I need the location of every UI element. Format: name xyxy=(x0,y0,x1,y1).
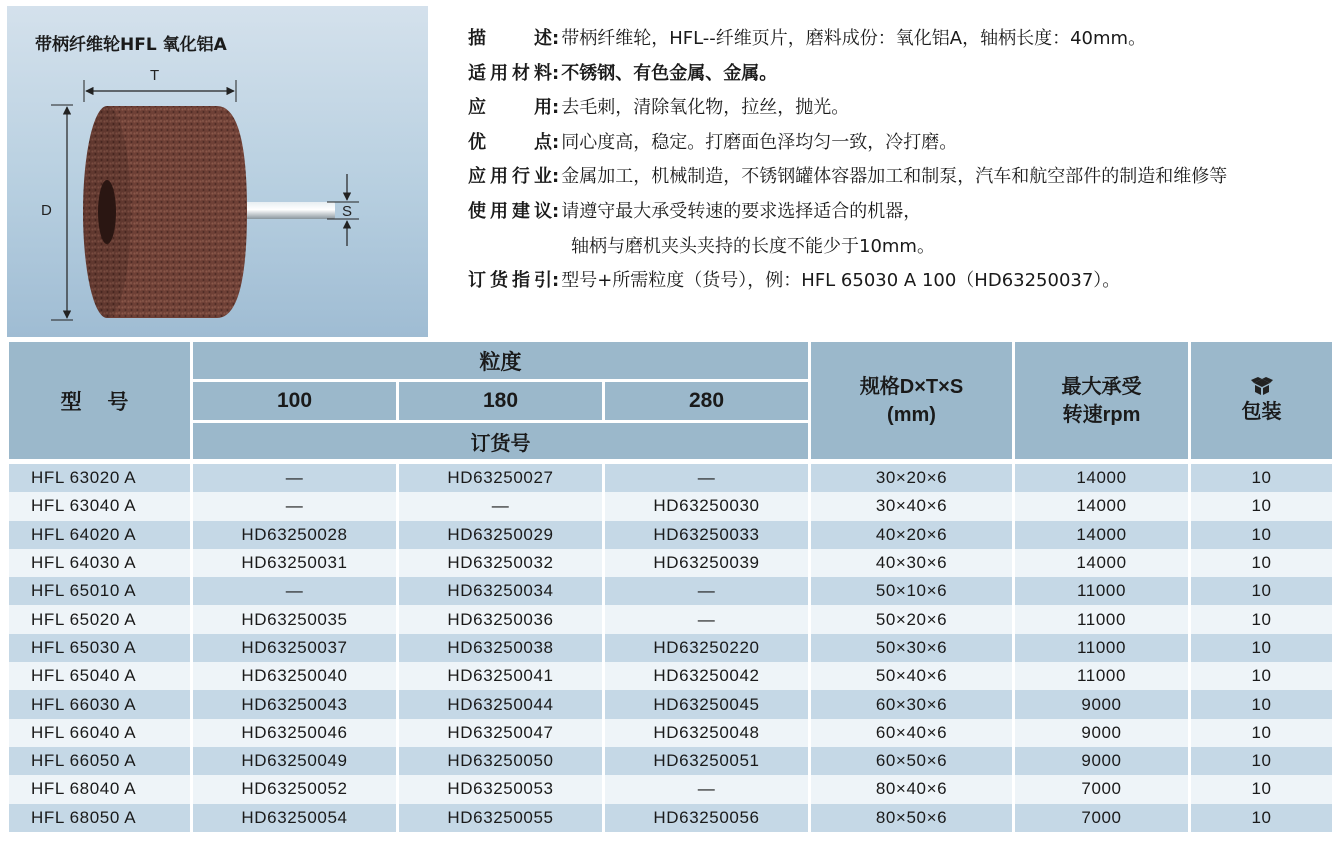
order-no-180-cell: HD63250044 xyxy=(399,690,602,718)
pack-cell: 10 xyxy=(1191,492,1332,520)
flap-wheel-drawing xyxy=(7,6,428,337)
order-no-100-cell: HD63250037 xyxy=(193,634,396,662)
model-cell: HFL 65030 A xyxy=(9,634,190,662)
order-no-180-cell: HD63250050 xyxy=(399,747,602,775)
order-no-100-cell: — xyxy=(193,464,396,492)
header-rpm-line2: 转速rpm xyxy=(1062,403,1141,426)
spec-cell: 50×40×6 xyxy=(811,662,1012,690)
rpm-cell: 9000 xyxy=(1015,690,1188,718)
order-no-180-cell: HD63250036 xyxy=(399,605,602,633)
wheel-shaft xyxy=(235,202,335,219)
spec-cell: 50×10×6 xyxy=(811,577,1012,605)
order-no-100-cell: — xyxy=(193,577,396,605)
header-model: 型 号 xyxy=(9,342,190,459)
order-no-180-cell: HD63250032 xyxy=(399,549,602,577)
table-row xyxy=(9,577,1332,605)
model-cell: HFL 66040 A xyxy=(9,719,190,747)
order-no-180-cell: HD63250034 xyxy=(399,577,602,605)
spec-cell: 80×40×6 xyxy=(811,775,1012,803)
order-no-180-cell: HD63250041 xyxy=(399,662,602,690)
pack-cell: 10 xyxy=(1191,747,1332,775)
spec-cell: 60×30×6 xyxy=(811,690,1012,718)
pack-cell: 10 xyxy=(1191,804,1332,832)
header-order-no: 订货号 xyxy=(193,423,808,459)
table-row xyxy=(9,775,1332,803)
order-no-280-cell: HD63250033 xyxy=(605,521,808,549)
rpm-cell: 11000 xyxy=(1015,634,1188,662)
wheel-hole xyxy=(98,180,116,244)
model-cell: HFL 68050 A xyxy=(9,804,190,832)
pack-cell: 10 xyxy=(1191,634,1332,662)
product-title: 带柄纤维轮HFL 氧化铝A xyxy=(35,35,227,55)
desc-row-description: 描述: 带柄纤维轮，HFL--纤维页片，磨料成份：氧化铝A，轴柄长度：40mm。 xyxy=(468,22,1338,57)
desc-value: 去毛刺，清除氧化物，拉丝，抛光。 xyxy=(561,97,850,119)
rpm-cell: 14000 xyxy=(1015,492,1188,520)
spec-cell: 40×20×6 xyxy=(811,521,1012,549)
table-row xyxy=(9,804,1332,832)
order-no-100-cell: HD63250054 xyxy=(193,804,396,832)
order-no-280-cell: — xyxy=(605,464,808,492)
desc-label: 应用 xyxy=(468,97,552,119)
header-grit: 粒度 xyxy=(193,342,808,382)
rpm-cell: 11000 xyxy=(1015,605,1188,633)
order-no-100-cell: HD63250052 xyxy=(193,775,396,803)
desc-label: 使用建议 xyxy=(468,200,552,222)
header-spec xyxy=(811,342,1012,459)
rpm-cell: 14000 xyxy=(1015,521,1188,549)
header-grit-100: 100 xyxy=(193,382,396,423)
pack-cell: 10 xyxy=(1191,521,1332,549)
order-no-280-cell: HD63250056 xyxy=(605,804,808,832)
desc-row-usage: 使用建议: 请遵守最大承受转速的要求选择适合的机器， xyxy=(468,195,1338,230)
model-cell: HFL 64030 A xyxy=(9,549,190,577)
desc-row-usage-continued xyxy=(468,230,1338,265)
order-no-100-cell: HD63250049 xyxy=(193,747,396,775)
model-cell: HFL 66030 A xyxy=(9,690,190,718)
desc-row-advantages: 优点: 同心度高，稳定。打磨面色泽均匀一致，冷打磨。 xyxy=(468,126,1338,161)
rpm-cell: 14000 xyxy=(1015,549,1188,577)
desc-row-industries: 应用行业: 金属加工，机械制造，不锈钢罐体容器加工和制泵，汽车和航空部件的制造和维修等 xyxy=(468,160,1338,195)
dimension-d-label: D xyxy=(41,202,52,219)
desc-row-application: 应用: 去毛刺，清除氧化物，拉丝，抛光。 xyxy=(468,91,1338,126)
desc-value: 型号+所需粒度（货号），例：HFL 65030 A 100（HD63250037）。 xyxy=(561,270,1121,292)
order-no-100-cell: — xyxy=(193,492,396,520)
table-row xyxy=(9,634,1332,662)
order-no-180-cell: HD63250027 xyxy=(399,464,602,492)
table-row xyxy=(9,464,1332,492)
pack-cell: 10 xyxy=(1191,464,1332,492)
spec-cell: 40×30×6 xyxy=(811,549,1012,577)
spec-cell: 50×30×6 xyxy=(811,634,1012,662)
pack-cell: 10 xyxy=(1191,605,1332,633)
spec-cell: 30×20×6 xyxy=(811,464,1012,492)
order-no-100-cell: HD63250040 xyxy=(193,662,396,690)
order-no-100-cell: HD63250043 xyxy=(193,690,396,718)
order-no-280-cell: HD63250030 xyxy=(605,492,808,520)
desc-label: 订货指引 xyxy=(468,270,552,292)
order-no-280-cell: — xyxy=(605,605,808,633)
product-image-panel xyxy=(7,6,428,337)
rpm-cell: 11000 xyxy=(1015,577,1188,605)
pack-cell: 10 xyxy=(1191,719,1332,747)
dimension-t-label: T xyxy=(150,67,160,84)
model-cell: HFL 64020 A xyxy=(9,521,190,549)
order-no-100-cell: HD63250028 xyxy=(193,521,396,549)
order-no-280-cell: — xyxy=(605,577,808,605)
desc-label: 应用行业 xyxy=(468,166,552,188)
order-no-280-cell: HD63250039 xyxy=(605,549,808,577)
pack-cell: 10 xyxy=(1191,690,1332,718)
order-no-180-cell: HD63250047 xyxy=(399,719,602,747)
pack-cell: 10 xyxy=(1191,662,1332,690)
product-description xyxy=(468,22,1338,299)
table-row xyxy=(9,662,1332,690)
desc-value: 金属加工，机械制造，不锈钢罐体容器加工和制泵，汽车和航空部件的制造和维修等 xyxy=(561,166,1228,188)
model-cell: HFL 66050 A xyxy=(9,747,190,775)
desc-value: 轴柄与磨机夹头夹持的长度不能少于10mm。 xyxy=(571,235,935,257)
rpm-cell: 9000 xyxy=(1015,747,1188,775)
order-no-100-cell: HD63250035 xyxy=(193,605,396,633)
desc-value: 不锈钢、有色金属、金属。 xyxy=(561,62,778,84)
desc-row-ordering: 订货指引: 型号+所需粒度（货号），例：HFL 65030 A 100（HD63250037）。 xyxy=(468,264,1338,299)
spec-table xyxy=(6,342,1335,832)
order-no-180-cell: — xyxy=(399,492,602,520)
spec-cell: 30×40×6 xyxy=(811,492,1012,520)
table-row xyxy=(9,549,1332,577)
desc-value: 带柄纤维轮，HFL--纤维页片，磨料成份：氧化铝A，轴柄长度：40mm。 xyxy=(561,28,1147,49)
order-no-280-cell: HD63250051 xyxy=(605,747,808,775)
header-rpm xyxy=(1015,342,1188,459)
model-cell: HFL 63040 A xyxy=(9,492,190,520)
order-no-180-cell: HD63250053 xyxy=(399,775,602,803)
desc-label: 优点 xyxy=(468,131,552,153)
header-spec-line1: 规格D×T×S xyxy=(859,375,964,398)
header-pack-label: 包装 xyxy=(1241,400,1282,423)
pack-cell: 10 xyxy=(1191,775,1332,803)
order-no-280-cell: HD63250042 xyxy=(605,662,808,690)
spec-table-body xyxy=(9,464,1332,832)
rpm-cell: 7000 xyxy=(1015,804,1188,832)
order-no-280-cell: HD63250048 xyxy=(605,719,808,747)
table-row xyxy=(9,690,1332,718)
dimension-s-label: S xyxy=(342,203,353,220)
desc-value: 请遵守最大承受转速的要求选择适合的机器， xyxy=(561,200,922,222)
desc-value: 同心度高，稳定。打磨面色泽均匀一致，冷打磨。 xyxy=(561,131,958,153)
table-row xyxy=(9,521,1332,549)
order-no-280-cell: HD63250045 xyxy=(605,690,808,718)
spec-cell: 50×20×6 xyxy=(811,605,1012,633)
desc-label: 描述 xyxy=(468,28,552,49)
rpm-cell: 9000 xyxy=(1015,719,1188,747)
order-no-180-cell: HD63250029 xyxy=(399,521,602,549)
pack-cell: 10 xyxy=(1191,577,1332,605)
order-no-280-cell: — xyxy=(605,775,808,803)
rpm-cell: 11000 xyxy=(1015,662,1188,690)
spec-cell: 80×50×6 xyxy=(811,804,1012,832)
header-grit-280: 280 xyxy=(605,382,808,423)
spec-cell: 60×40×6 xyxy=(811,719,1012,747)
pack-cell: 10 xyxy=(1191,549,1332,577)
order-no-280-cell: HD63250220 xyxy=(605,634,808,662)
order-no-100-cell: HD63250046 xyxy=(193,719,396,747)
table-row xyxy=(9,605,1332,633)
order-no-180-cell: HD63250055 xyxy=(399,804,602,832)
model-cell: HFL 68040 A xyxy=(9,775,190,803)
rpm-cell: 14000 xyxy=(1015,464,1188,492)
desc-row-materials: 适用材料: 不锈钢、有色金属、金属。 xyxy=(468,57,1338,92)
model-cell: HFL 63020 A xyxy=(9,464,190,492)
header-rpm-line1: 最大承受 xyxy=(1061,375,1142,398)
model-cell: HFL 65040 A xyxy=(9,662,190,690)
rpm-cell: 7000 xyxy=(1015,775,1188,803)
header-grit-180: 180 xyxy=(399,382,602,423)
model-cell: HFL 65010 A xyxy=(9,577,190,605)
model-cell: HFL 65020 A xyxy=(9,605,190,633)
box-icon xyxy=(1250,376,1274,396)
order-no-180-cell: HD63250038 xyxy=(399,634,602,662)
header-pack xyxy=(1191,342,1332,459)
spec-cell: 60×50×6 xyxy=(811,747,1012,775)
table-row xyxy=(9,747,1332,775)
table-row xyxy=(9,492,1332,520)
order-no-100-cell: HD63250031 xyxy=(193,549,396,577)
desc-label: 适用材料 xyxy=(468,62,552,84)
table-row xyxy=(9,719,1332,747)
header-spec-line2: (mm) xyxy=(887,403,936,426)
